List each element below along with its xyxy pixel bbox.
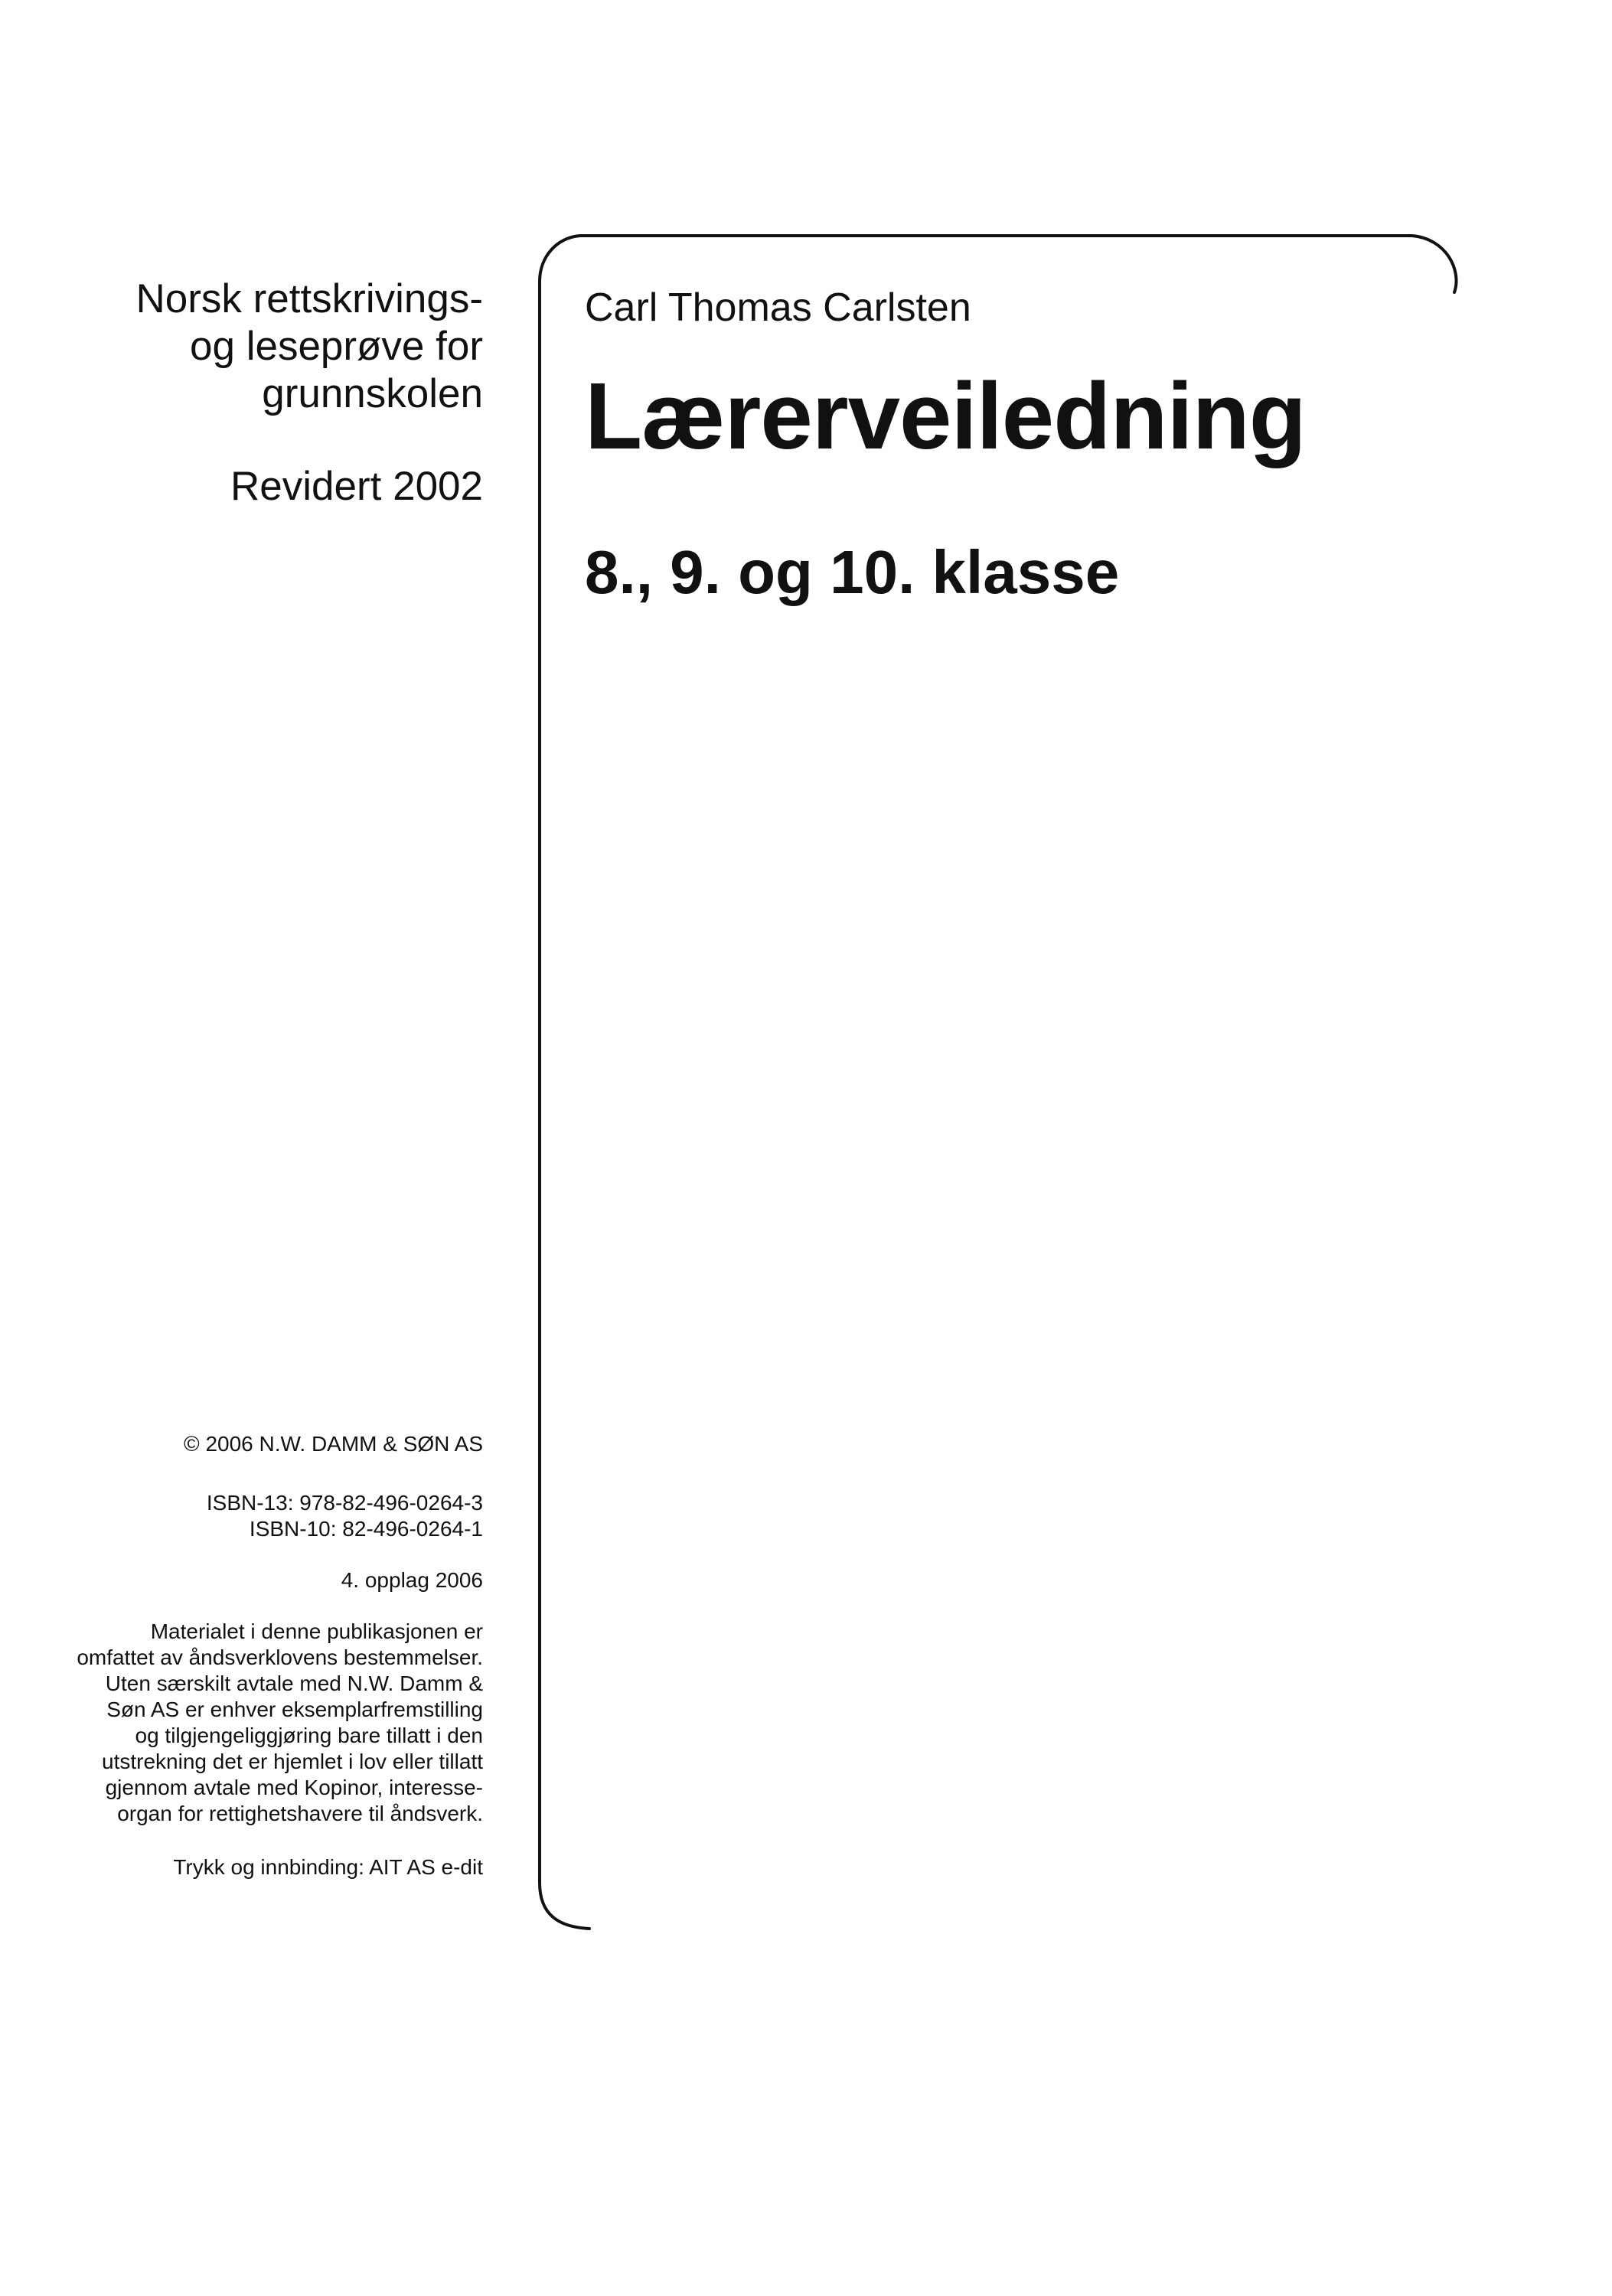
rights-line: organ for rettighetshavere til åndsverk. bbox=[117, 1802, 483, 1825]
rights-line: utstrekning det er hjemlet i lov eller tillatt bbox=[102, 1750, 483, 1773]
revision-label: Revidert 2002 bbox=[230, 464, 483, 509]
series-title-line: Norsk rettskrivings- bbox=[135, 276, 483, 321]
rights-line: omfattet av åndsverklovens bestemmelser. bbox=[77, 1645, 483, 1669]
rights-line: Materialet i denne publikasjonen er bbox=[150, 1619, 483, 1643]
series-title bbox=[135, 276, 483, 418]
series-title-line: grunnskolen bbox=[262, 371, 483, 416]
rights-line: Søn AS er enhver eksemplarfremstilling bbox=[106, 1698, 483, 1721]
page-title: Lærerveiledning bbox=[585, 364, 1306, 469]
isbn-10: ISBN-10: 82-496-0264-1 bbox=[249, 1517, 483, 1541]
rights-line: Uten særskilt avtale med N.W. Damm & bbox=[105, 1671, 483, 1695]
rights-notice bbox=[77, 1619, 483, 1827]
rights-line: og tilgjengeliggjøring bare tillatt i den bbox=[135, 1724, 483, 1747]
author-name: Carl Thomas Carlsten bbox=[585, 285, 971, 330]
edition-label: 4. opplag 2006 bbox=[341, 1568, 483, 1592]
copyright-notice: © 2006 N.W. DAMM & SØN AS bbox=[184, 1432, 483, 1456]
isbn-13: ISBN-13: 978-82-496-0264-3 bbox=[206, 1491, 483, 1515]
rights-line: gjennom avtale med Kopinor, interesse- bbox=[105, 1776, 483, 1799]
grade-levels: 8., 9. og 10. klasse bbox=[585, 538, 1120, 606]
frame-line bbox=[540, 236, 1457, 1929]
printing-credit: Trykk og innbinding: AIT AS e-dit bbox=[173, 1855, 483, 1879]
series-title-line: og leseprøve for bbox=[190, 324, 483, 369]
isbn-block bbox=[207, 1490, 483, 1542]
